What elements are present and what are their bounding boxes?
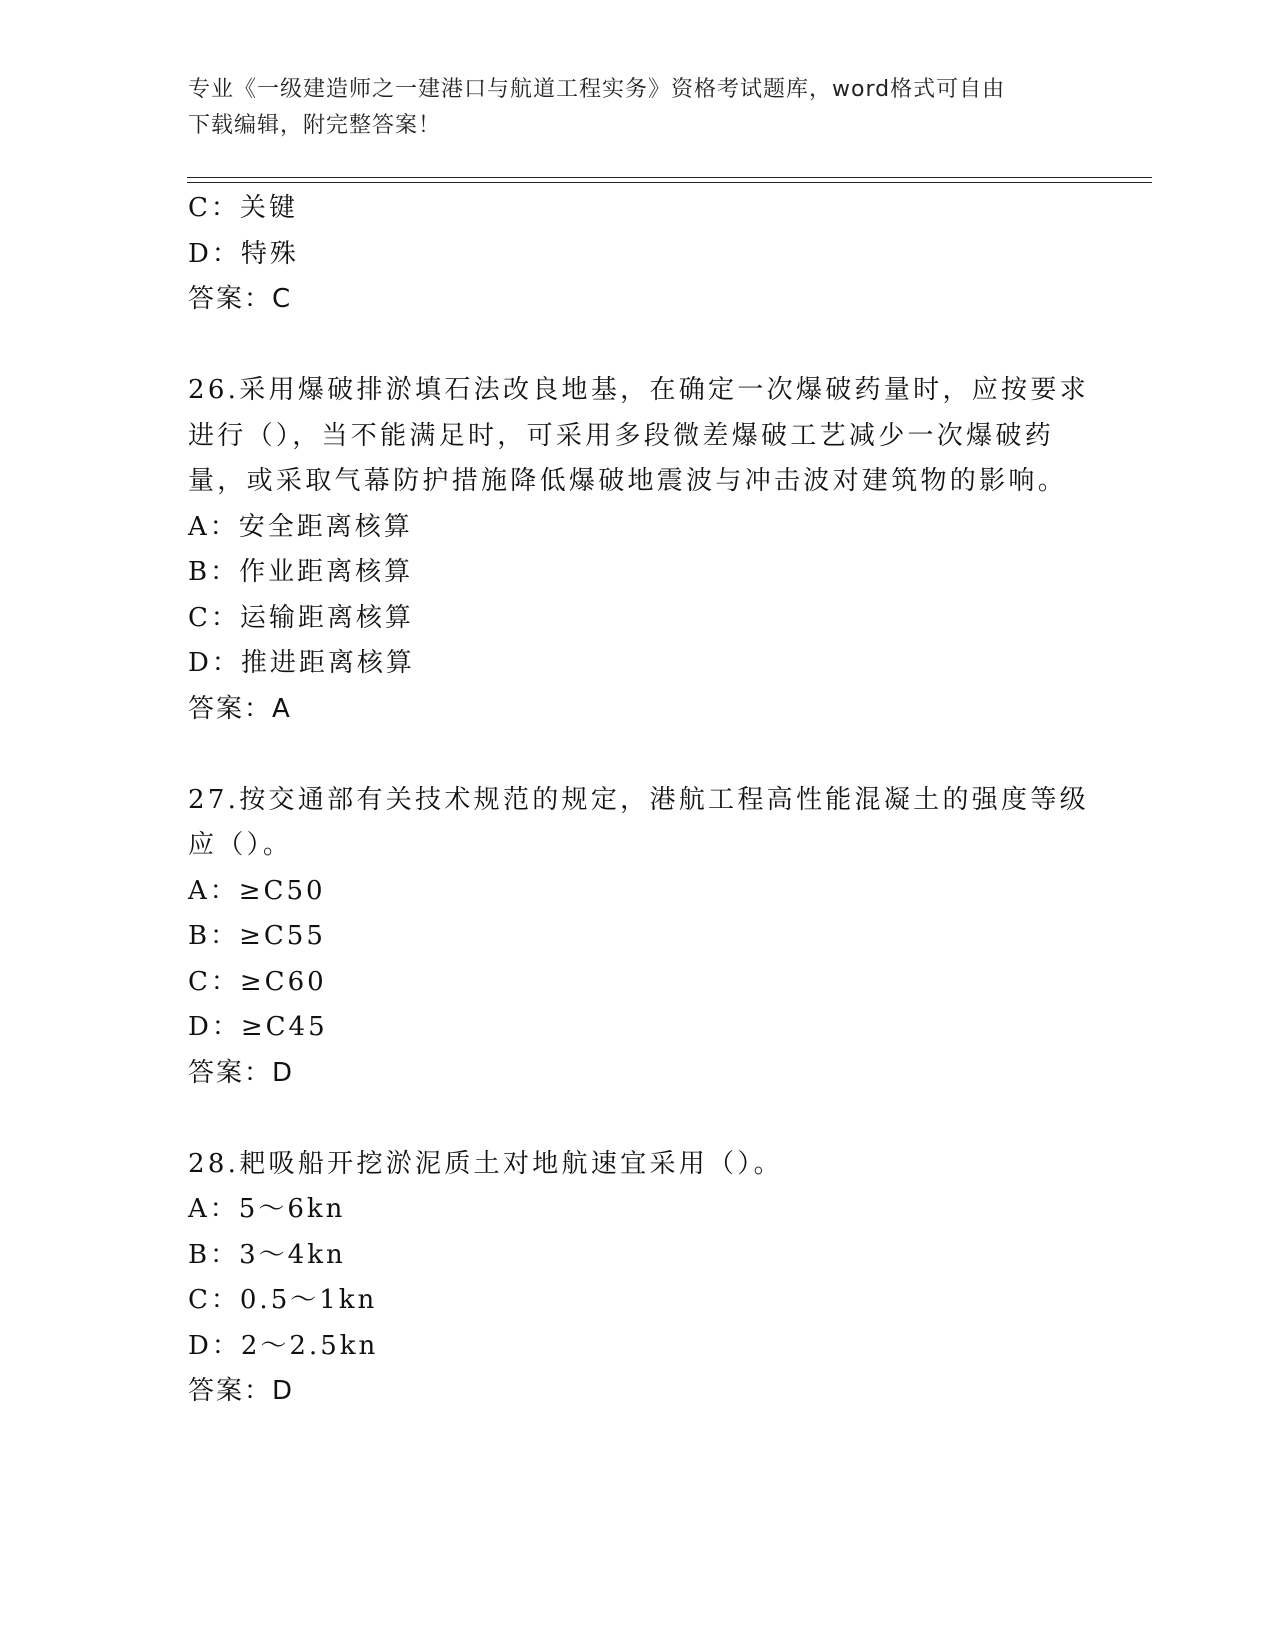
option-b: B：≥C55	[188, 921, 326, 951]
option-c: C：0.5～1kn	[188, 1285, 378, 1315]
header-line-2: 下载编辑，附完整答案！	[188, 113, 442, 138]
question-text-line: 26.采用爆破排淤填石法改良地基，在确定一次爆破药量时，应按要求	[188, 375, 1089, 405]
question-text-line: 28.耙吸船开挖淤泥质土对地航速宜采用（）。	[188, 1148, 783, 1179]
question-28	[188, 1142, 1088, 1415]
question-text-line: 进行（），当不能满足时，可采用多段微差爆破工艺减少一次爆破药	[188, 420, 1055, 451]
header-divider-top	[187, 177, 1152, 178]
option-b: B：作业距离核算	[188, 557, 414, 587]
spacer	[188, 732, 1088, 778]
answer-line: 答案：C	[188, 284, 293, 314]
option-a: A：5～6kn	[188, 1194, 346, 1224]
option-b: B：3～4kn	[188, 1239, 346, 1270]
spacer	[188, 323, 1088, 369]
header-divider-bottom	[187, 182, 1152, 183]
answer-line: 答案：D	[188, 1376, 295, 1406]
spacer	[188, 1096, 1088, 1142]
question-content	[188, 186, 1088, 1415]
document-header	[188, 72, 1088, 144]
option-c: C：运输距离核算	[188, 602, 414, 633]
question-27	[188, 778, 1088, 1097]
prev-question-block	[188, 186, 1088, 323]
answer-line: 答案：D	[188, 1057, 295, 1088]
question-text-line: 27.按交通部有关技术规范的规定，港航工程高性能混凝土的强度等级	[188, 784, 1089, 815]
option-a: A：安全距离核算	[188, 511, 413, 542]
option-d: D：特殊	[188, 238, 299, 269]
question-26	[188, 368, 1088, 732]
question-text-line: 量，或采取气幕防护措施降低爆破地震波与冲击波对建筑物的影响。	[188, 466, 1068, 496]
option-d: D：2～2.5kn	[188, 1330, 379, 1361]
answer-line: 答案：A	[188, 693, 292, 724]
option-c: C：关键	[188, 193, 298, 223]
option-d: D：推进距离核算	[188, 648, 415, 678]
header-line-1: 专业《一级建造师之一建港口与航道工程实务》资格考试题库，word格式可自由	[188, 77, 1006, 102]
option-d: D：≥C45	[188, 1012, 328, 1042]
option-a: A：≥C50	[188, 875, 326, 906]
question-text-line: 应（）。	[188, 830, 293, 860]
option-c: C：≥C60	[188, 966, 327, 997]
